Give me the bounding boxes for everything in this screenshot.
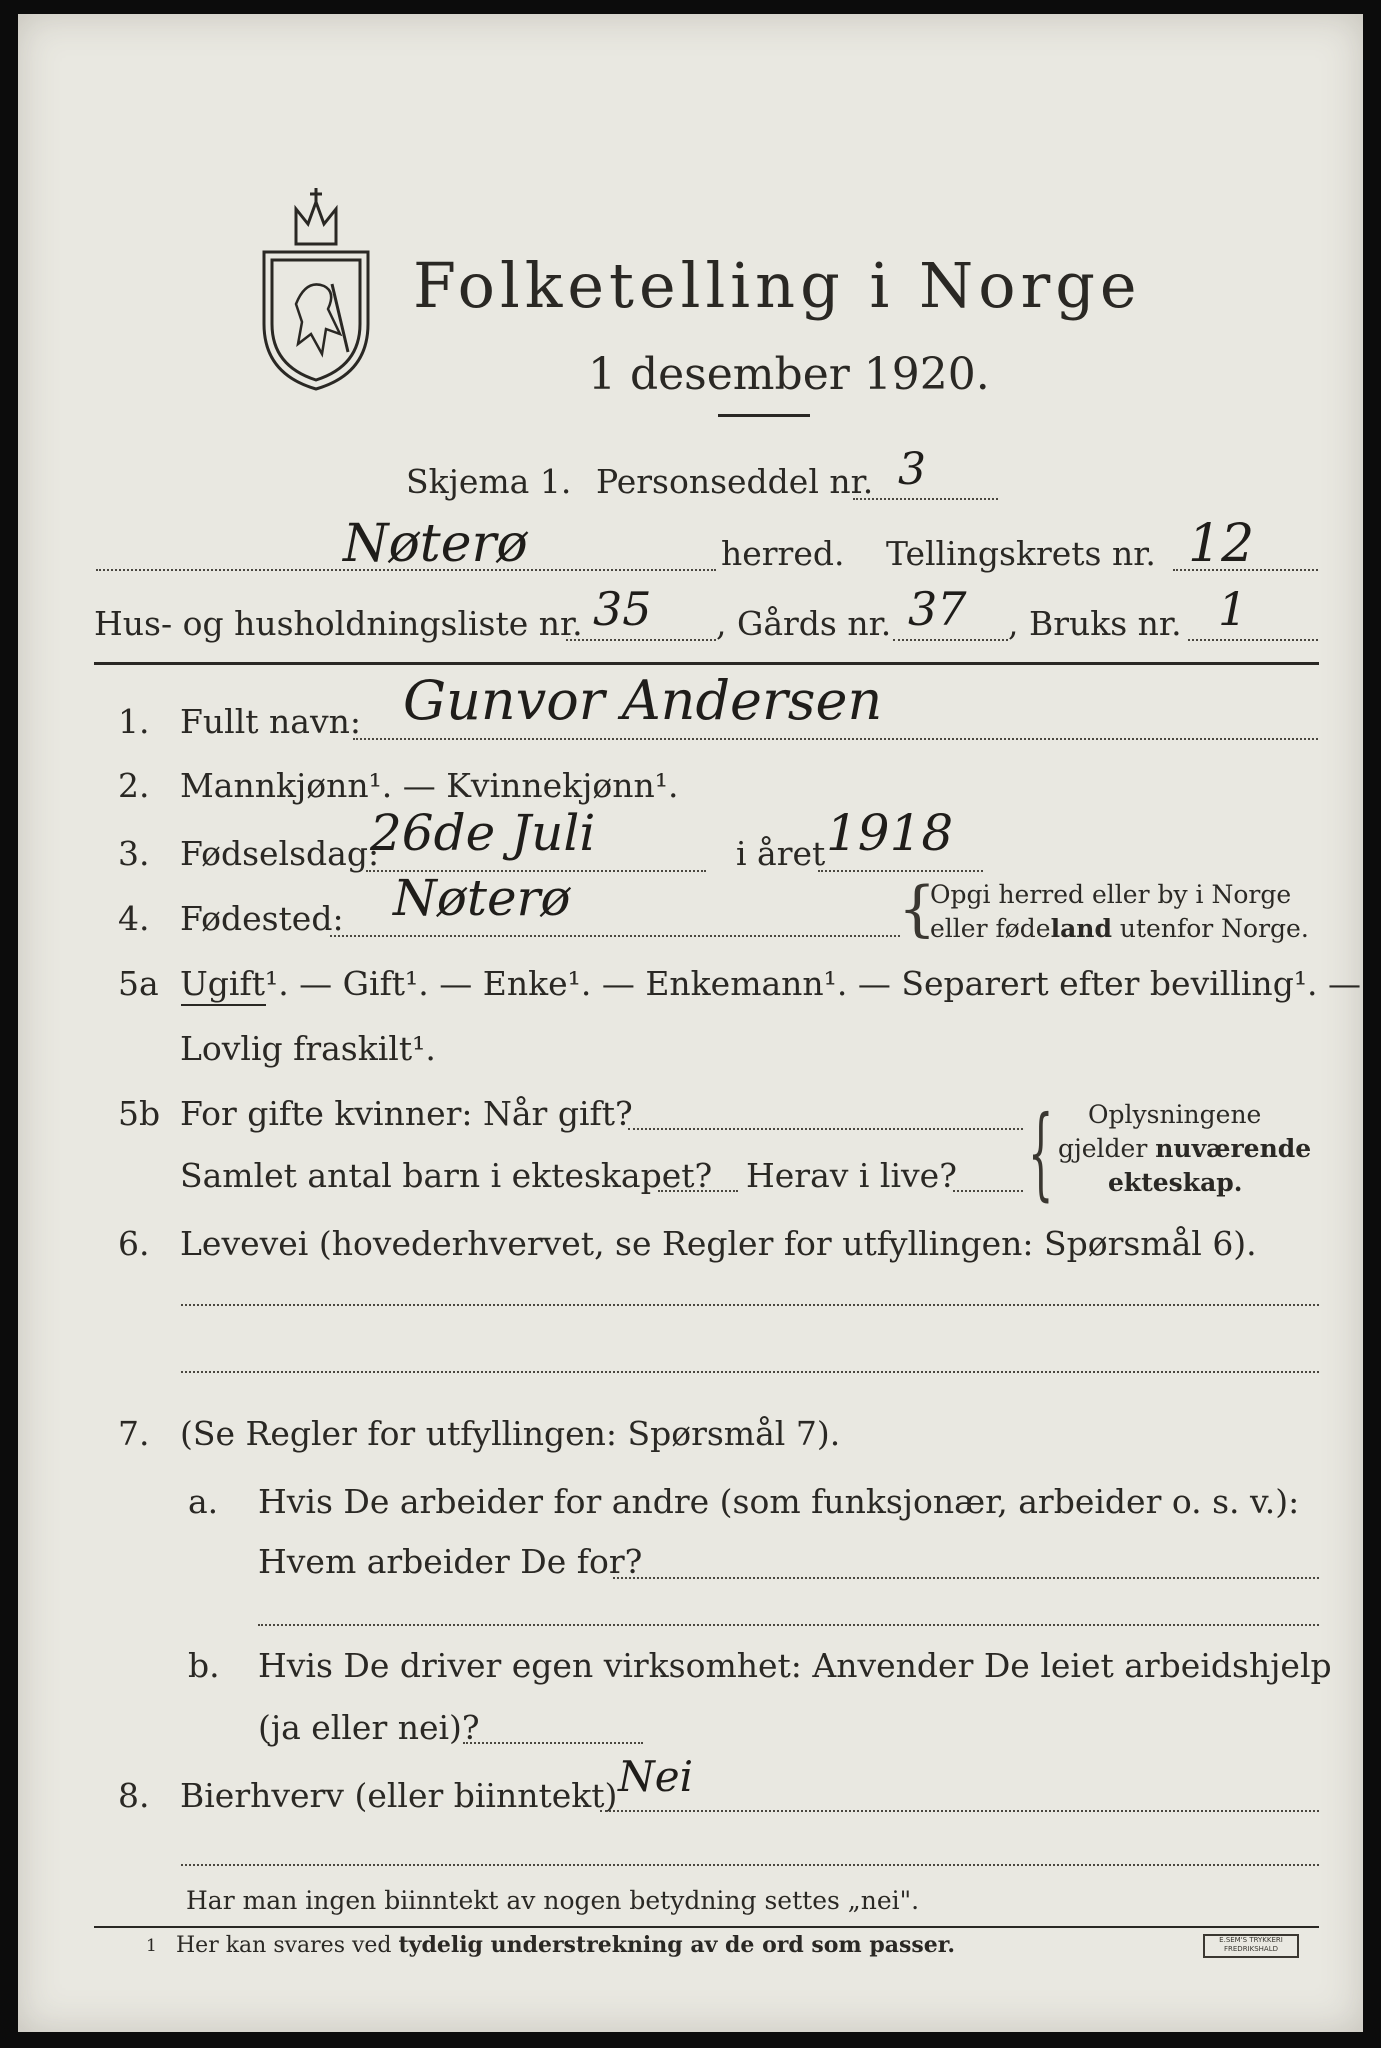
sideline-income-value: Nei bbox=[618, 1752, 694, 1801]
q7b-letter: b. bbox=[188, 1646, 220, 1685]
q7a-line1: Hvis De arbeider for andre (som funksjonær, arbeider o. s. v.): bbox=[258, 1482, 1300, 1521]
q5b-children-dots bbox=[658, 1190, 738, 1192]
q3-number: 3. bbox=[118, 834, 150, 873]
q5b-number: 5b bbox=[118, 1094, 161, 1133]
title-divider bbox=[718, 414, 810, 417]
q4-brace: { bbox=[898, 874, 937, 944]
footnote-text: Her kan svares ved tydelig understrekning av de ord som passer. bbox=[176, 1932, 956, 1958]
q5a-line2: Lovlig fraskilt¹. bbox=[180, 1029, 436, 1068]
census-date: 1 desember 1920. bbox=[588, 349, 990, 400]
q8-number: 8. bbox=[118, 1776, 150, 1815]
q1-number: 1. bbox=[118, 702, 150, 741]
gards-value: 37 bbox=[908, 582, 967, 636]
form-title: Folketelling i Norge bbox=[413, 249, 1142, 322]
q6-line1 bbox=[181, 1304, 1319, 1306]
q5b-alive-label: Herav i live? bbox=[746, 1156, 957, 1195]
full-name-value: Gunvor Andersen bbox=[403, 669, 883, 732]
year-line bbox=[818, 870, 983, 872]
census-form bbox=[18, 14, 1363, 2032]
ugift-underline bbox=[181, 1004, 266, 1006]
q4-note-line1: Opgi herred eller by i Norge bbox=[930, 880, 1292, 909]
no-income-note: Har man ingen biinntekt av nogen betydning settes „nei". bbox=[186, 1886, 920, 1915]
tellingskrets-value: 12 bbox=[1188, 514, 1255, 574]
q1-label: Fullt navn: bbox=[180, 702, 361, 741]
q7b-line1: Hvis De driver egen virksomhet: Anvender De leiet arbeidshjelp bbox=[258, 1646, 1332, 1685]
q4-line bbox=[330, 935, 900, 937]
personseddel-label: Personseddel nr. bbox=[596, 462, 874, 501]
bruks-value: 1 bbox=[1218, 582, 1248, 636]
printer-stamp: E.SEM'S TRYKKERI FREDRIKSHALD bbox=[1203, 1934, 1299, 1958]
hus-value: 35 bbox=[593, 582, 652, 636]
hus-label: Hus- og husholdningsliste nr. bbox=[94, 604, 583, 643]
q3-label: Fødselsdag: bbox=[180, 834, 380, 873]
gards-line bbox=[893, 639, 1008, 641]
q5b-brace: { bbox=[1028, 1094, 1054, 1211]
herred-value: Nøterø bbox=[343, 514, 528, 574]
skjema-label: Skjema 1. bbox=[406, 462, 572, 501]
personseddel-value: 3 bbox=[898, 444, 926, 495]
q4-label: Fødested: bbox=[180, 899, 344, 938]
personseddel-line bbox=[853, 498, 998, 500]
bruks-line bbox=[1188, 639, 1318, 641]
q8-extra-line bbox=[181, 1864, 1319, 1866]
birthday-value: 26de Juli bbox=[370, 804, 596, 862]
herred-label: herred. bbox=[721, 534, 845, 573]
q6-line2 bbox=[181, 1371, 1319, 1373]
q5b-alive-dots bbox=[953, 1190, 1023, 1192]
q5b-note-line3: ekteskap. bbox=[1108, 1168, 1243, 1197]
q7a-line2: Hvem arbeider De for? bbox=[258, 1542, 643, 1581]
hus-line bbox=[566, 639, 716, 641]
q7a-letter: a. bbox=[188, 1482, 219, 1521]
q6-number: 6. bbox=[118, 1224, 150, 1263]
q7-number: 7. bbox=[118, 1414, 150, 1453]
gards-label: , Gårds nr. bbox=[716, 604, 892, 643]
q7a-extra-line bbox=[258, 1624, 1319, 1626]
q4-number: 4. bbox=[118, 899, 150, 938]
q2-label: Mannkjønn¹. — Kvinnekjønn¹. bbox=[180, 766, 679, 805]
q8-label: Bierhverv (eller biinntekt) bbox=[180, 1776, 618, 1815]
q5a-number: 5a bbox=[118, 964, 159, 1003]
tellingskrets-label: Tellingskrets nr. bbox=[886, 534, 1156, 573]
bruks-label: , Bruks nr. bbox=[1008, 604, 1182, 643]
q7a-answer-line bbox=[613, 1577, 1319, 1579]
q1-line bbox=[353, 738, 1318, 740]
footnote-mark: 1 bbox=[146, 1936, 157, 1956]
q4-note-line2: eller fødeland utenfor Norge. bbox=[930, 914, 1309, 943]
year-label: i året bbox=[736, 834, 826, 873]
q7b-line2: (ja eller nei)? bbox=[258, 1708, 480, 1747]
coat-of-arms-icon bbox=[256, 184, 376, 394]
birthplace-value: Nøterø bbox=[393, 869, 571, 927]
q5b-line1: For gifte kvinner: Når gift? bbox=[180, 1094, 633, 1133]
footer-divider bbox=[94, 1926, 1319, 1928]
header-divider bbox=[94, 662, 1319, 665]
q2-number: 2. bbox=[118, 766, 150, 805]
q6-label: Levevei (hovederhvervet, se Regler for utfyllingen: Spørsmål 6). bbox=[180, 1224, 1257, 1263]
q5b-note-line2: gjelder nuværende bbox=[1058, 1134, 1312, 1163]
q7b-answer-line bbox=[463, 1742, 643, 1744]
birth-year-value: 1918 bbox=[826, 804, 954, 862]
q5b-note-line1: Oplysningene bbox=[1088, 1100, 1262, 1129]
q7-label: (Se Regler for utfyllingen: Spørsmål 7). bbox=[180, 1414, 841, 1453]
q5a-line1: Ugift¹. — Gift¹. — Enke¹. — Enkemann¹. — Separert efter bevilling¹. — bbox=[180, 964, 1362, 1003]
q8-line bbox=[600, 1810, 1319, 1812]
q5b-children-label: Samlet antal barn i ekteskapet? bbox=[180, 1156, 713, 1195]
q5b-line1-dots bbox=[628, 1128, 1023, 1130]
